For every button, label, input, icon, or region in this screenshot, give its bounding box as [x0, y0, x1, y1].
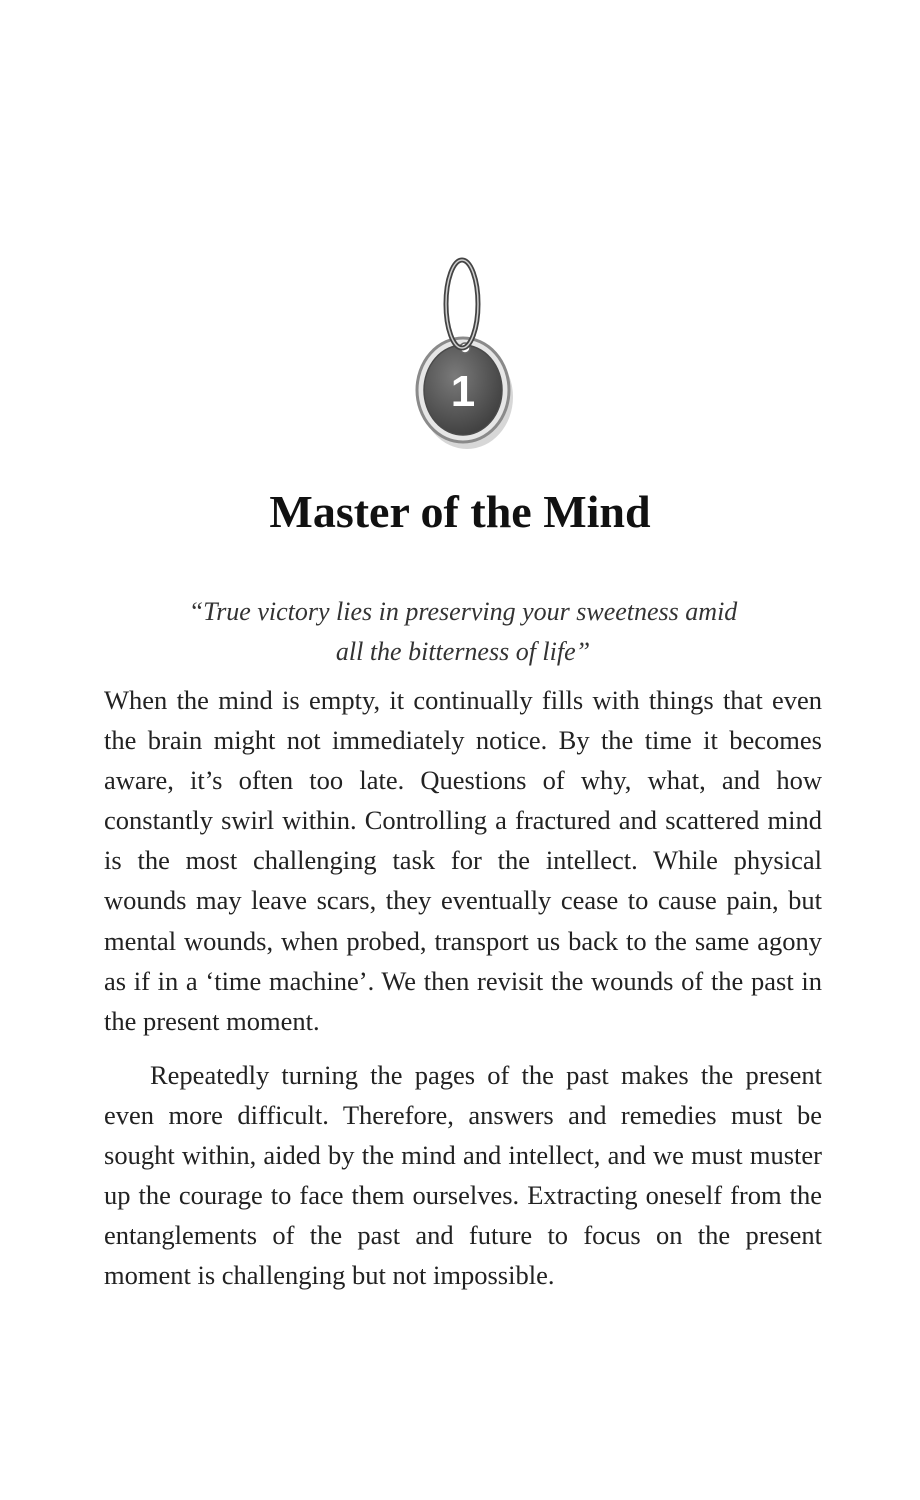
chapter-title: Master of the Mind [269, 486, 651, 537]
tag-icon [405, 252, 521, 452]
epigraph-line-1: “True victory lies in preserving your sweetness amid [188, 597, 738, 626]
chapter-badge [405, 252, 521, 452]
body-paragraph-1: When the mind is empty, it continually fills with things that even the brain might not immediately notice. By the time it becomes aware, it’s often too late. Questions of why, what, and how constantly swirl within. Controlling a fractured and scattered mind is the most challenging task for the intellect. While physical wounds may leave scars, they eventually cease to cause pain, but mental wounds, when probed, transport us back to the same agony as if in a ‘time machine’. We then revisit the wounds of the past in the present moment. [104, 685, 822, 1036]
body-paragraph-2: Repeatedly turning the pages of the past makes the present even more difficult. Therefore, answers and remedies must be sought within, aided by the mind and intellect, and we must muster up the courage to face them ourselves. Extracting oneself from the entanglements of the past and future to focus on the present moment is challenging but not impossible. [104, 1060, 822, 1291]
epigraph-line-2: all the bitterness of life” [335, 637, 591, 666]
chapter-number: 1 [450, 367, 476, 416]
epigraph-quote [104, 592, 822, 672]
